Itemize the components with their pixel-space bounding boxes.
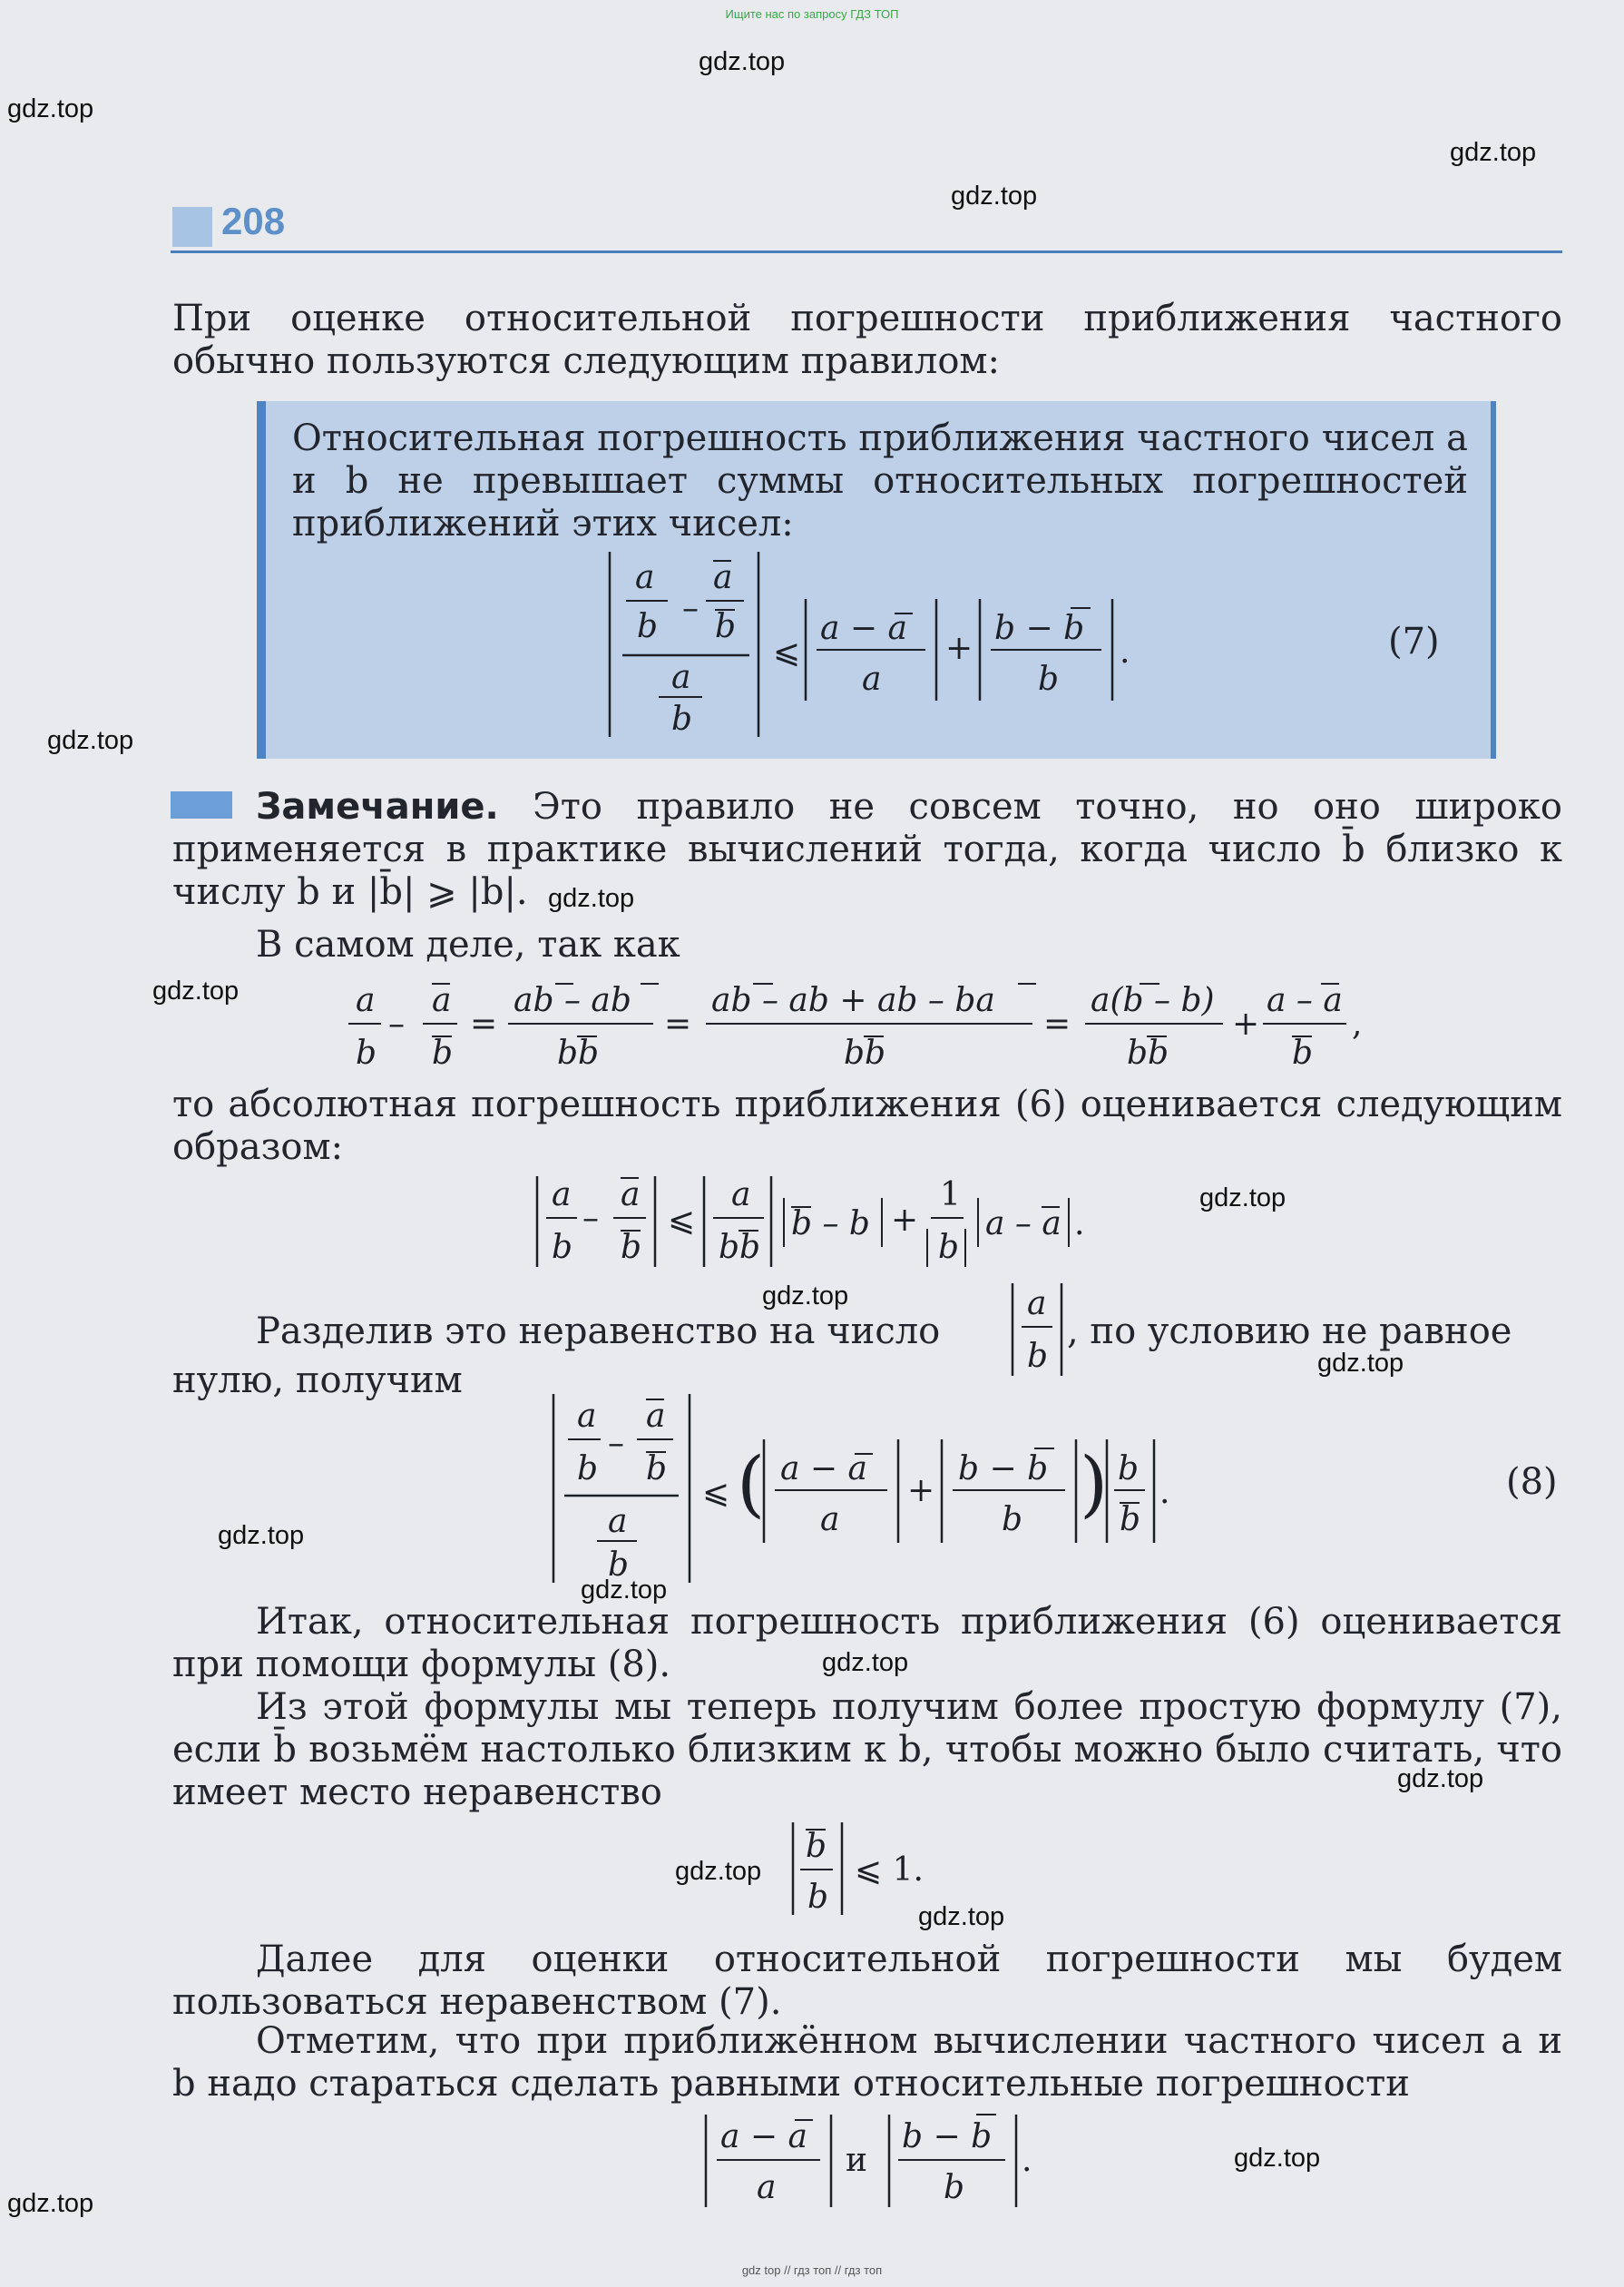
svg-text:a: a <box>671 659 691 696</box>
watermark: gdz.top <box>918 1902 1005 1931</box>
svg-text:a − a: a − a <box>720 2118 807 2155</box>
rule-box-border <box>257 401 266 759</box>
svg-text:=: = <box>470 1006 498 1043</box>
svg-text:⩽: ⩽ <box>702 1474 730 1511</box>
svg-text:a: a <box>621 1176 641 1213</box>
watermark: gdz.top <box>1450 138 1537 167</box>
svg-text:b: b <box>1118 1450 1140 1487</box>
paragraph-divide-cont: нулю, получим <box>172 1359 463 1401</box>
remark-text: Это правило не совсем точно, но оно широко применяется в практике вычислений тогда, когда число b̄ близко к числу b и |b̄| ⩾ |b|. <box>172 786 1562 913</box>
equation-number-8: (8) <box>1506 1461 1558 1503</box>
svg-text:b: b <box>608 1546 630 1584</box>
svg-text:b: b <box>621 1229 642 1266</box>
formula-identity <box>345 977 1379 1076</box>
watermark: gdz.top <box>7 94 94 123</box>
formula-ratio-le-one <box>784 1819 947 1919</box>
svg-text:=: = <box>1043 1006 1071 1043</box>
svg-text:a: a <box>731 1176 751 1213</box>
svg-text:,: , <box>1352 1006 1363 1043</box>
equation-number-7: (7) <box>1388 621 1440 663</box>
remark-paragraph <box>172 786 1562 914</box>
svg-text:b: b <box>637 608 659 645</box>
formula-7 <box>599 545 1179 744</box>
watermark: gdz.top <box>7 2189 94 2218</box>
watermark: gdz.top <box>1317 1349 1404 1378</box>
paragraph-note-equal: Отметим, что при приближённом вычислении частного чисел a и b надо стараться сделать равными относительные погрешности <box>172 2020 1562 2105</box>
svg-text:a: a <box>552 1176 572 1213</box>
svg-text:b – b: b – b <box>791 1205 870 1242</box>
svg-text:⩽: ⩽ <box>668 1202 696 1239</box>
svg-text:b: b <box>944 2169 965 2206</box>
svg-text:–: – <box>682 590 699 627</box>
paragraph-intro: При оценке относительной погрешности приближения частного обычно пользуются следующим правилом: <box>172 298 1562 382</box>
formula-8 <box>543 1389 1196 1588</box>
svg-text:a: a <box>713 559 733 596</box>
svg-text:ab – ab: ab – ab <box>514 982 631 1019</box>
paragraph-simpler-formula: Из этой формулы мы теперь получим более простую формулу (7), если b̄ возьмём настолько близким к b, чтобы можно было считать, что имеет место неравенство <box>172 1686 1562 1813</box>
svg-text:b: b <box>1292 1035 1314 1072</box>
svg-text:b: b <box>1002 1501 1023 1538</box>
svg-text:–: – <box>608 1425 624 1462</box>
paragraph-divide-start: Разделив это неравенство на число <box>256 1310 941 1352</box>
svg-text:a(b – b): a(b – b) <box>1091 982 1215 1019</box>
watermark: gdz.top <box>581 1575 668 1605</box>
svg-text:b − b: b − b <box>994 610 1085 647</box>
watermark: gdz.top <box>218 1521 305 1550</box>
svg-text:–: – <box>388 1006 405 1043</box>
svg-text:и: и <box>846 2142 867 2179</box>
svg-text:b: b <box>432 1035 454 1072</box>
svg-text:+: + <box>945 630 973 667</box>
svg-text:a: a <box>577 1398 597 1435</box>
svg-text:b: b <box>356 1035 377 1072</box>
svg-text:b: b <box>1038 661 1060 698</box>
svg-text:b: b <box>715 608 737 645</box>
watermark: gdz.top <box>1234 2144 1321 2173</box>
svg-text:+: + <box>891 1202 919 1239</box>
svg-text:b − b: b − b <box>958 1450 1049 1487</box>
svg-text:a: a <box>608 1503 628 1540</box>
svg-text:b: b <box>646 1450 668 1487</box>
svg-text:.: . <box>1074 1205 1085 1242</box>
paragraph-divide-end: , по условию не равное <box>1067 1310 1512 1352</box>
formula-absolute-inequality <box>526 1171 1216 1271</box>
svg-text:b: b <box>671 701 693 738</box>
paragraph-thus: Итак, относительная погрешность приближения (6) оценивается при помощи формулы (8). <box>172 1601 1562 1685</box>
top-banner: Ищите нас по запросу ГДЗ ТОП <box>725 7 899 21</box>
svg-text:⩽: ⩽ <box>773 633 801 671</box>
svg-text:+: + <box>907 1472 935 1509</box>
svg-text:a: a <box>757 2169 777 2206</box>
watermark: gdz.top <box>548 884 635 913</box>
watermark: gdz.top <box>1199 1183 1286 1212</box>
watermark: gdz.top <box>47 726 134 755</box>
watermark: gdz.top <box>675 1857 762 1886</box>
svg-text:a: a <box>646 1398 666 1435</box>
page-number: 208 <box>221 200 286 242</box>
svg-text:b: b <box>807 1879 829 1916</box>
svg-text:+: + <box>1232 1006 1260 1043</box>
rule-text: Относительная погрешность приближения частного чисел a и b не превышает суммы относительных погрешностей приближений этих чисел: <box>292 417 1468 545</box>
svg-text:a – a: a – a <box>985 1205 1061 1242</box>
watermark: gdz.top <box>1397 1764 1484 1793</box>
watermark: gdz.top <box>762 1281 849 1310</box>
svg-text:b: b <box>552 1229 573 1266</box>
remark-label: Замечание. <box>256 786 499 828</box>
svg-text:b: b <box>806 1828 827 1865</box>
svg-text:b − b: b − b <box>902 2118 993 2155</box>
svg-text:a − a: a − a <box>780 1450 867 1487</box>
svg-text:a: a <box>356 982 376 1019</box>
svg-text:a: a <box>1027 1285 1047 1322</box>
svg-text:bb: bb <box>1127 1035 1169 1072</box>
paragraph-further: Далее для оценки относительной погрешности мы будем пользоваться неравенством (7). <box>172 1939 1562 2023</box>
bottom-banner: gdz top // гдз топ // гдз топ <box>741 2263 883 2277</box>
paragraph-indeed: В самом деле, так как <box>256 924 680 966</box>
svg-text:(: ( <box>737 1441 766 1526</box>
watermark: gdz.top <box>822 1648 909 1677</box>
header-rule <box>171 250 1562 253</box>
formula-relative-errors <box>699 2111 1043 2211</box>
svg-text:.: . <box>1159 1474 1170 1511</box>
svg-text:a: a <box>635 559 655 596</box>
svg-text:a − a: a − a <box>820 610 907 647</box>
svg-text:b: b <box>1027 1338 1049 1375</box>
paragraph-absolute-error: то абсолютная погрешность приближения (6) оценивается следующим образом: <box>172 1084 1562 1168</box>
svg-text:bb: bb <box>844 1035 886 1072</box>
svg-text:b: b <box>577 1450 599 1487</box>
svg-text:a: a <box>432 982 452 1019</box>
svg-text:a: a <box>862 661 882 698</box>
svg-text:.: . <box>1120 633 1130 671</box>
svg-text:a: a <box>820 1501 840 1538</box>
watermark: gdz.top <box>951 182 1038 211</box>
svg-text:b: b <box>938 1229 960 1266</box>
watermark: gdz.top <box>699 47 786 76</box>
svg-text:bb: bb <box>557 1035 600 1072</box>
page-number-marker <box>172 207 212 247</box>
svg-text:–: – <box>582 1200 599 1237</box>
svg-text:⩽ 1.: ⩽ 1. <box>855 1851 924 1889</box>
svg-text:bb: bb <box>719 1229 761 1266</box>
svg-text:.: . <box>1022 2142 1032 2179</box>
svg-text:=: = <box>664 1006 692 1043</box>
svg-text:b: b <box>1120 1501 1141 1538</box>
rule-box-border-right <box>1491 401 1496 759</box>
svg-text:a – a: a – a <box>1267 982 1343 1019</box>
svg-text:ab – ab + ab – ba: ab – ab + ab – ba <box>711 982 995 1019</box>
watermark: gdz.top <box>152 977 240 1006</box>
svg-text:1: 1 <box>940 1176 961 1213</box>
svg-text:): ) <box>1080 1441 1109 1526</box>
